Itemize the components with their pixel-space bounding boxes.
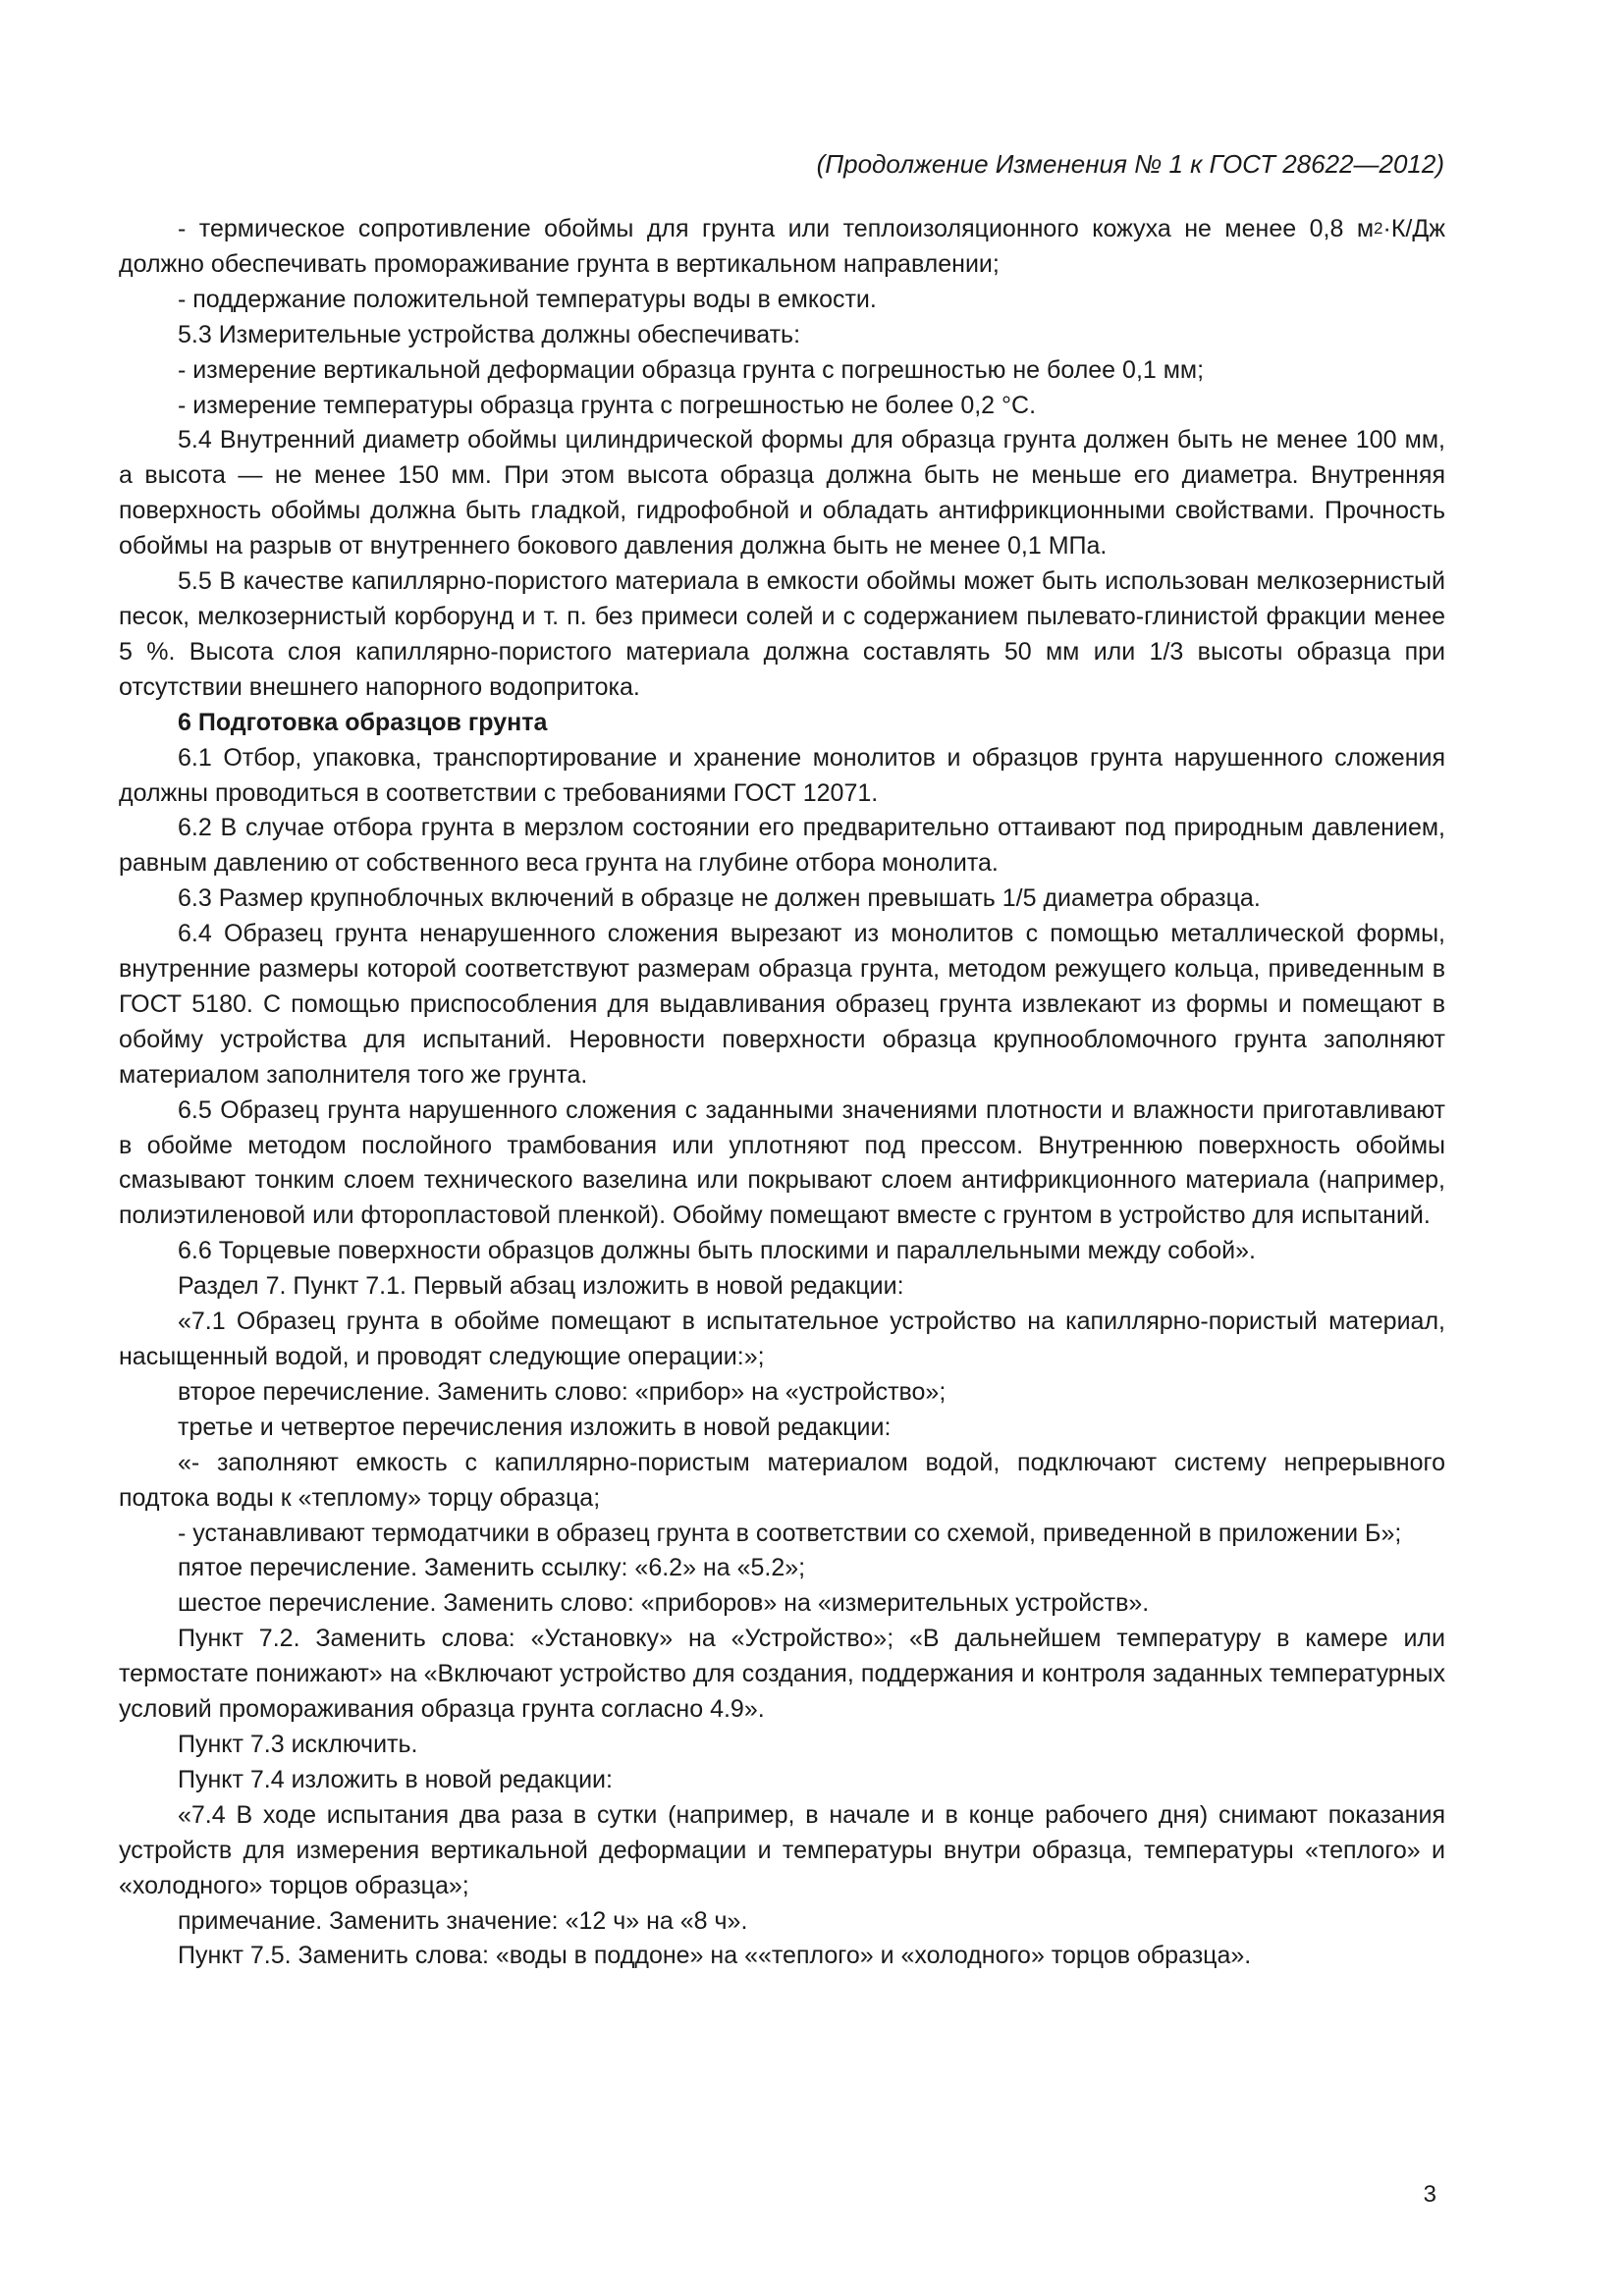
paragraph: 6.1 Отбор, упаковка, транспортирование и хранение монолитов и образцов грунта нарушенного сложения должны проводиться в соответствии с требованиями ГОСТ 12071. [119,743,1445,807]
paragraph-text: ·К/Дж должно обеспечивать промораживание грунта в вертикальном направлении; [119,215,1445,278]
paragraph: «7.4 В ходе испытания два раза в сутки (например, в начале и в конце рабочего дня) снимают показания устройств для измерения вертикальной деформации и температуры внутри образца, температуры «теплого» и «холодного» торцов образца»; [119,1800,1445,1899]
paragraph: 5.5 В качестве капиллярно-пористого материала в емкости обоймы может быть использован мелкозернистый песок, мелкозернистый корборунд и т. п. без примеси солей и с содержанием пылевато-глинистой фракции менее 5 %. Высота слоя капиллярно-пористого материала должна составлять 50 мм или 1/3 высоты образца при отсутствии внешнего напорного водопритока. [119,567,1445,701]
unit-superscript: 2 [1374,219,1383,238]
section-heading: 6 Подготовка образцов грунта [178,708,548,736]
paragraph: 6.6 Торцевые поверхности образцов должны быть плоскими и параллельными между собой». [178,1237,1256,1265]
paragraph: пятое перечисление. Заменить ссылку: «6.2» на «5.2»; [178,1554,806,1582]
paragraph-text: - термическое сопротивление обоймы для грунта или теплоизоляционного кожуха не менее 0,8 м [178,215,1375,242]
paragraph: - измерение температуры образца грунта с погрешностью не более 0,2 °С. [178,391,1037,419]
paragraph: Раздел 7. Пункт 7.1. Первый абзац изложить в новой редакции: [178,1272,904,1301]
paragraph: «7.1 Образец грунта в обойме помещают в испытательное устройство на капиллярно-пористый материал, насыщенный водой, и проводят следующие операции:»; [119,1308,1445,1370]
paragraph: Пункт 7.3 исключить. [178,1730,418,1758]
paragraph: шестое перечисление. Заменить слово: «приборов» на «измерительных устройств». [178,1589,1150,1618]
paragraph: Пункт 7.4 изложить в новой редакции: [178,1765,613,1793]
paragraph: второе перечисление. Заменить слово: «прибор» на «устройство»; [178,1377,947,1406]
paragraph: 5.4 Внутренний диаметр обоймы цилиндрической формы для образца грунта должен быть не менее 100 мм, а высота — не менее 150 мм. При этом высота образца должна быть не меньше его диаметра. Внутренняя поверхность обоймы должна быть гладкой, гидрофобной и обладать антифрикционными свойствами. Прочность обоймы на разрыв от внутреннего бокового давления должна быть не менее 0,1 МПа. [119,426,1445,561]
document-body [119,212,1445,1974]
paragraph: третье и четвертое перечисления изложить в новой редакции: [178,1413,892,1441]
paragraph-thermal-resistance [119,212,1445,283]
paragraph: 6.3 Размер крупноблочных включений в образце не должен превышать 1/5 диаметра образца. [178,884,1261,913]
paragraph: - устанавливают термодатчики в образец грунта в соответствии со схемой, приведенной в приложении Б»; [178,1519,1402,1547]
paragraph: 6.2 В случае отбора грунта в мерзлом состоянии его предварительно оттаивают под природным давлением, равным давлению от собственного веса грунта на глубине отбора монолита. [119,814,1445,878]
running-header: (Продолжение Изменения № 1 к ГОСТ 28622—2012) [816,149,1444,179]
page-number: 3 [1423,2181,1436,2208]
paragraph: 6.5 Образец грунта нарушенного сложения с заданными значениями плотности и влажности приготавливают в обойме методом послойного трамбования или уплотняют под прессом. Внутреннюю поверхность обоймы смазывают тонким слоем технического вазелина или покрывают слоем антифрикционного материала (например, полиэтиленовой или фторопластовой пленкой). Обойму помещают вместе с грунтом в устройство для испытаний. [119,1095,1445,1230]
paragraph: - поддержание положительной температуры воды в емкости. [178,285,877,313]
paragraph: Пункт 7.5. Заменить слова: «воды в поддоне» на ««теплого» и «холодного» торцов образца». [178,1942,1252,1970]
paragraph: примечание. Заменить значение: «12 ч» на «8 ч». [178,1906,748,1935]
paragraph: 5.3 Измерительные устройства должны обеспечивать: [178,320,801,348]
paragraph: «- заполняют емкость с капиллярно-пористым материалом водой, подключают систему непрерывного подтока воды к «теплому» торцу образца; [119,1448,1445,1512]
paragraph: Пункт 7.2. Заменить слова: «Установку» на «Устройство»; «В дальнейшем температуру в камере или термостате понижают» на «Включают устройство для создания, поддержания и контроля заданных температурных условий промораживания образца грунта согласно 4.9». [119,1625,1445,1724]
paragraph: - измерение вертикальной деформации образца грунта с погрешностью не более 0,1 мм; [178,355,1205,384]
paragraph: 6.4 Образец грунта ненарушенного сложения вырезают из монолитов с помощью металлической формы, внутренние размеры которой соответствуют размерам образца грунта, методом режущего кольца, приведенным в ГОСТ 5180. С помощью приспособления для выдавливания образец грунта извлекают из формы и помещают в обойму устройства для испытаний. Неровности поверхности образца крупнообломочного грунта заполняют материалом заполнителя того же грунта. [119,920,1445,1089]
